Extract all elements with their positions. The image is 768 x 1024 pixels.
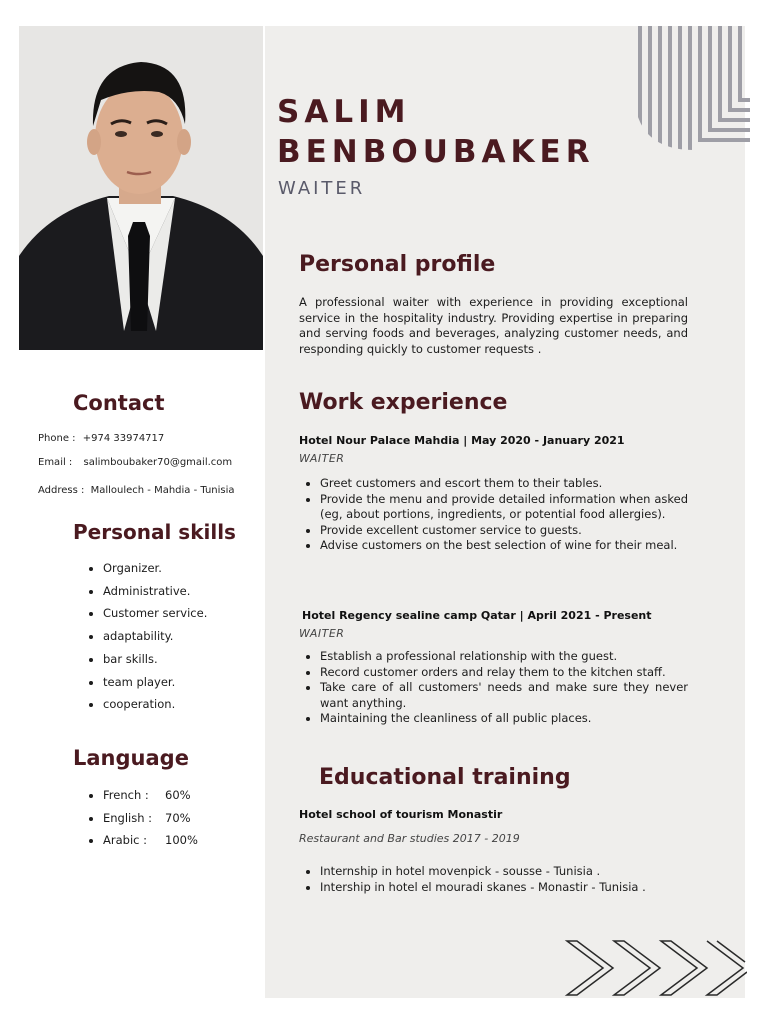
address-value: Malloulech - Mahdia - Tunisia (90, 485, 235, 496)
duty-item: • Record customer orders and relay them to the kitchen staff. (320, 665, 688, 681)
job-2-duty-list (300, 649, 688, 727)
contact-address (38, 485, 235, 496)
language-level: 100% (165, 833, 198, 848)
education-school: Hotel school of tourism Monastir (299, 808, 503, 821)
skill-item: • adaptability. (103, 625, 255, 648)
profile-text: A professional waiter with experience in providing exceptional service in the hospitality industry. Providing expertise in preparing and serving foods and beverages, analyzing customer needs, and responding quickly to customer requests . (299, 295, 688, 357)
education-program: Restaurant and Bar studies 2017 - 2019 (299, 832, 520, 845)
skills-heading: Personal skills (73, 520, 236, 544)
language-item (103, 829, 255, 852)
email-value: salimboubaker70@gmail.com (83, 457, 233, 468)
education-internships (300, 864, 700, 895)
skill-item: • Organizer. (103, 557, 255, 580)
phone-value: +974 33974717 (82, 433, 165, 444)
job-1-duties (300, 476, 688, 554)
language-name: French : (103, 788, 149, 802)
profile-heading: Personal profile (299, 252, 496, 277)
experience-heading: Work experience (299, 390, 508, 415)
duty-item: • Take care of all customers' needs and make sure they never want anything. (320, 680, 688, 711)
skill-item: • Administrative. (103, 580, 255, 603)
language-item (103, 784, 255, 807)
language-list (85, 784, 255, 852)
skills-list-container (85, 557, 255, 716)
language-level: 60% (165, 788, 191, 802)
duty-item: • Greet customers and escort them to their tables. (320, 476, 688, 492)
language-list-container (85, 784, 255, 852)
job-title: WAITER (278, 178, 366, 199)
language-item (103, 807, 255, 830)
internship-list (300, 864, 700, 895)
duty-item: • Advise customers on the best selection of wine for their meal. (320, 538, 688, 554)
job-1-title: Hotel Nour Palace Mahdia | May 2020 - January 2021 (299, 434, 625, 447)
skill-item: • Customer service. (103, 602, 255, 625)
skill-item: • cooperation. (103, 693, 255, 716)
job-2-title: Hotel Regency sealine camp Qatar | April 2021 - Present (302, 609, 652, 622)
duty-item: • Establish a professional relationship with the guest. (320, 649, 688, 665)
language-level: 70% (165, 810, 191, 825)
first-name: SALIM (277, 94, 411, 130)
language-name: English : (103, 810, 153, 825)
job-2-duties (300, 649, 688, 727)
address-label: Address : (38, 485, 85, 496)
language-name: Arabic : (103, 833, 147, 848)
contact-heading: Contact (73, 391, 165, 415)
duty-item: • Maintaining the cleanliness of all public places. (320, 711, 688, 727)
duty-item: • Provide excellent customer service to guests. (320, 523, 688, 539)
duty-item: • Provide the menu and provide detailed information when asked (eg, about portions, ingredients, or potential food allergies). (320, 492, 688, 523)
decorative-chevrons-graphic (563, 937, 747, 999)
skill-item: • bar skills. (103, 648, 255, 671)
profile-photo (19, 26, 263, 350)
job-1-duty-list (300, 476, 688, 554)
contact-email (38, 457, 232, 468)
phone-label: Phone : (38, 433, 76, 444)
portrait-illustration (19, 26, 263, 350)
email-label: Email : (38, 457, 73, 468)
last-name: BENBOUBAKER (277, 134, 595, 170)
skills-list (85, 557, 255, 716)
internship-item: • Intership in hotel el mouradi skanes - Monastir - Tunisia . (320, 880, 700, 896)
job-2-role: WAITER (299, 627, 345, 640)
decorative-stripes-graphic (634, 26, 750, 150)
language-heading: Language (73, 746, 189, 770)
contact-phone (38, 433, 164, 444)
education-heading: Educational training (319, 765, 571, 790)
internship-item: • Internship in hotel movenpick - sousse - Tunisia . (320, 864, 700, 880)
job-1-role: WAITER (299, 452, 345, 465)
skill-item: • team player. (103, 671, 255, 694)
